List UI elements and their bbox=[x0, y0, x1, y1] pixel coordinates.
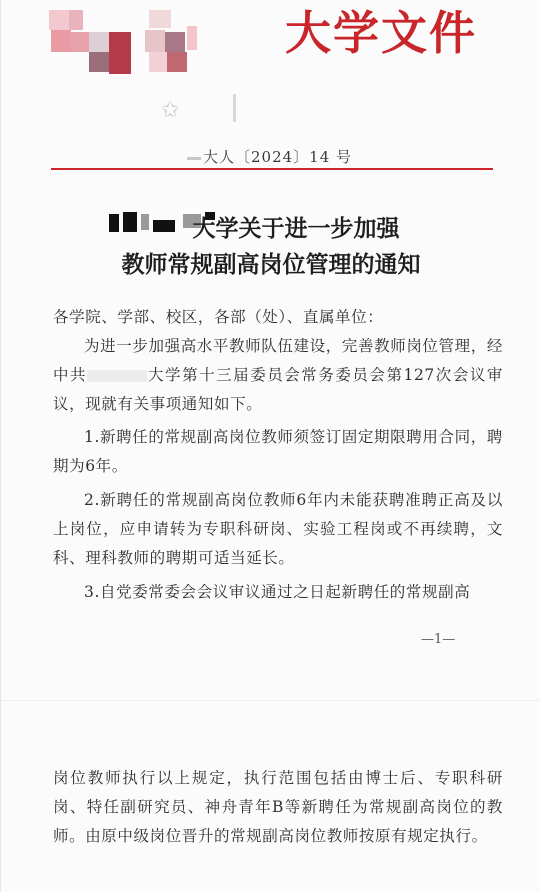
continuation-paragraph: 岗位教师执行以上规定，执行范围包括由博士后、专职科研岗、特任副研究员、神舟青年B等新聘任为常规副高岗位的教师。由原中级岗位晋升的常规副高岗位教师按原有规定执行。 bbox=[53, 769, 503, 845]
item-1: 1.新聘任的常规副高岗位教师须签订固定期限聘用合同，聘期为6年。 bbox=[53, 428, 503, 475]
intro-paragraph bbox=[53, 332, 503, 419]
red-header-rule bbox=[51, 168, 493, 170]
item-2: 2.新聘任的常规副高岗位教师6年内未能获聘准聘正高及以上岗位，应申请转为专职科研岗、实验工程岗或不再续聘，文科、理科教师的聘期可适当延长。 bbox=[53, 491, 503, 567]
notice-title-line-1: 大学关于进一步加强 bbox=[192, 215, 400, 242]
bleed-through-mark: ✩ bbox=[161, 98, 180, 123]
page-divider bbox=[1, 700, 540, 701]
page-number: —1— bbox=[421, 632, 456, 647]
redacted-issuer-name bbox=[49, 10, 194, 72]
bleed-through-line bbox=[233, 94, 236, 122]
document-header-title: 大学文件 bbox=[285, 6, 477, 60]
intro-text-a: 为进一步加强高水平教师队伍建设，完善教师岗位管理，经中共 bbox=[53, 337, 503, 384]
redacted-name bbox=[87, 370, 147, 382]
intro-text-b: 大学第十三届委员会常务委员会第127次会议审议，现就有关事项通知如下。 bbox=[53, 366, 504, 413]
item-3: 3.自党委常委会会议审议通过之日起新聘任的常规副高 bbox=[84, 583, 471, 601]
salutation: 各学院、学部、校区，各部（处）、直属单位： bbox=[53, 308, 384, 326]
notice-title-line-2: 教师常规副高岗位管理的通知 bbox=[121, 251, 421, 278]
redacted-prefix bbox=[187, 157, 201, 160]
document-number-text: 大人〔2024〕14 号 bbox=[203, 148, 353, 166]
document-number bbox=[187, 146, 352, 167]
